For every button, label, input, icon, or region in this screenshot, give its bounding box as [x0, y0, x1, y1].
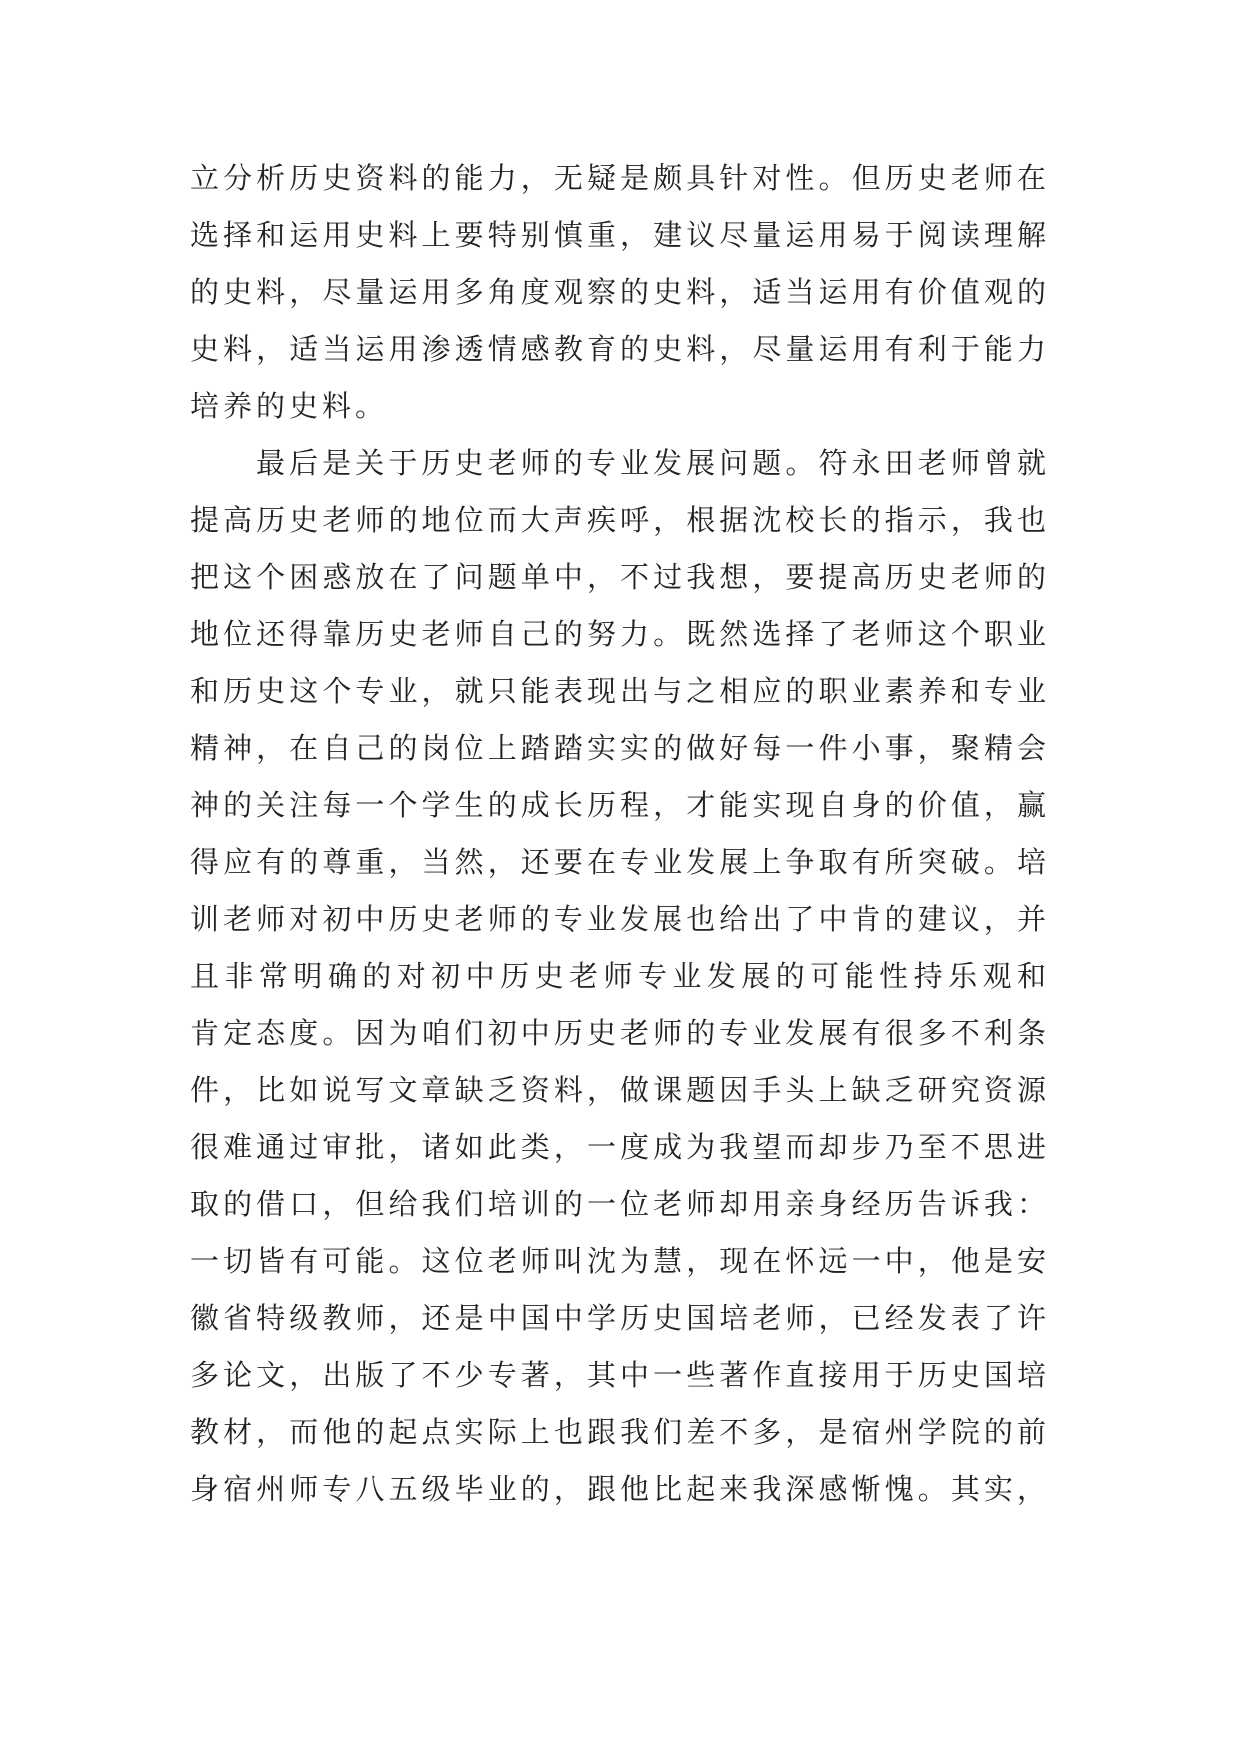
text-line: 培养的史料。 — [190, 389, 389, 423]
text-line: 训老师对初中历史老师的专业发展也给出了中肯的建议，并 — [190, 902, 1050, 936]
text-line: 把这个困惑放在了问题单中，不过我想，要提高历史老师的 — [190, 560, 1050, 594]
text-line: 得应有的尊重，当然，还要在专业发展上争取有所突破。培 — [190, 845, 1050, 879]
text-line: 选择和运用史料上要特别慎重，建议尽量运用易于阅读理解 — [190, 218, 1050, 252]
text-line: 地位还得靠历史老师自己的努力。既然选择了老师这个职业 — [190, 617, 1050, 651]
text-line: 很难通过审批，诸如此类，一度成为我望而却步乃至不思进 — [190, 1130, 1050, 1164]
text-line: 身宿州师专八五级毕业的，跟他比起来我深感惭愧。其实， — [190, 1472, 1050, 1506]
text-line: 提高历史老师的地位而大声疾呼，根据沈校长的指示，我也 — [190, 503, 1050, 537]
text-line: 多论文，出版了不少专著，其中一些著作直接用于历史国培 — [190, 1358, 1050, 1392]
text-line: 且非常明确的对初中历史老师专业发展的可能性持乐观和 — [190, 959, 1050, 993]
text-line: 肯定态度。因为咱们初中历史老师的专业发展有很多不利条 — [190, 1016, 1050, 1050]
text-line: 神的关注每一个学生的成长历程，才能实现自身的价值，赢 — [190, 788, 1050, 822]
text-line: 一切皆有可能。这位老师叫沈为慧，现在怀远一中，他是安 — [190, 1244, 1050, 1278]
text-line: 立分析历史资料的能力，无疑是颇具针对性。但历史老师在 — [190, 161, 1050, 195]
paragraph-1 — [190, 150, 1050, 435]
text-line: 件，比如说写文章缺乏资料，做课题因手头上缺乏研究资源 — [190, 1073, 1050, 1107]
text-line: 和历史这个专业，就只能表现出与之相应的职业素养和专业 — [190, 674, 1050, 708]
text-line: 史料，适当运用渗透情感教育的史料，尽量运用有利于能力 — [190, 332, 1050, 366]
document-body — [190, 150, 1050, 1518]
text-line: 徽省特级教师，还是中国中学历史国培老师，已经发表了许 — [190, 1301, 1050, 1335]
paragraph-2 — [190, 435, 1050, 1518]
text-line: 精神，在自己的岗位上踏踏实实的做好每一件小事，聚精会 — [190, 731, 1050, 765]
text-line: 最后是关于历史老师的专业发展问题。符永田老师曾就 — [256, 446, 1050, 480]
text-line: 的史料，尽量运用多角度观察的史料，适当运用有价值观的 — [190, 275, 1050, 309]
text-line: 取的借口，但给我们培训的一位老师却用亲身经历告诉我： — [190, 1187, 1050, 1221]
text-line: 教材，而他的起点实际上也跟我们差不多，是宿州学院的前 — [190, 1415, 1050, 1449]
